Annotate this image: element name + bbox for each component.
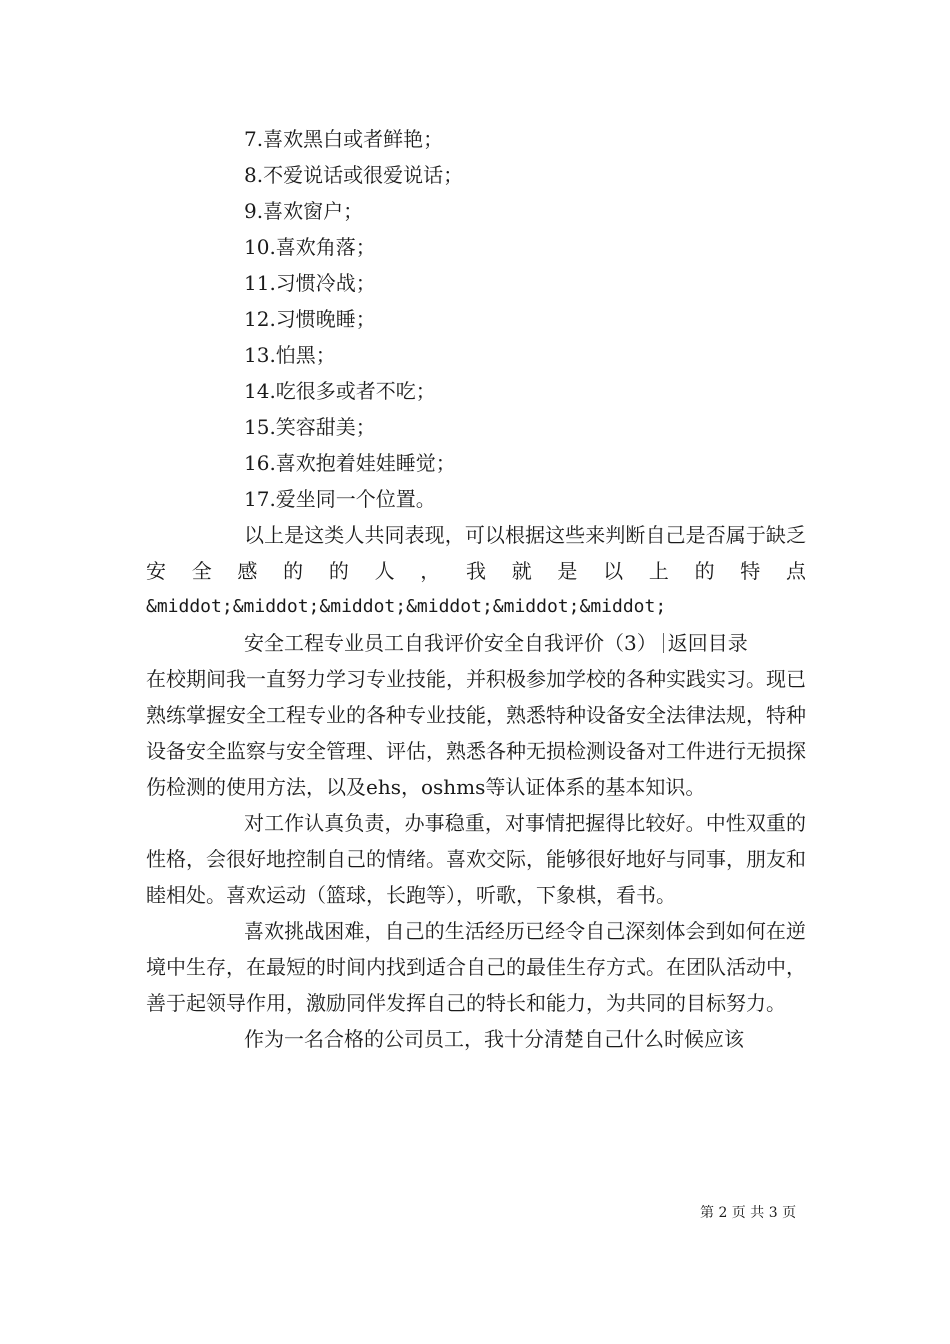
list-item: 15.笑容甜美； xyxy=(244,415,376,439)
back-to-toc-link[interactable]: 返回目录 xyxy=(667,631,748,655)
list-item: 17.爱坐同一个位置。 xyxy=(244,487,436,511)
section-paragraph-4: 作为一名合格的公司员工，我十分清楚自己什么时候应该 xyxy=(244,1027,744,1051)
section-paragraph-1: 在校期间我一直努力学习专业技能，并积极参加学校的各种实践实习。现已熟练掌握安全工程专业的各种专业技能，熟悉特种设备安全法律法规，特种设备安全监察与安全管理、评估，熟悉各种无损检测设备对工件进行无损探伤检测的使用方法，以及ehs，oshms等认证体系的基本知识。 xyxy=(146,667,806,799)
separator-bar xyxy=(663,633,664,653)
section-paragraph-2: 对工作认真负责，办事稳重，对事情把握得比较好。中性双重的性格，会很好地控制自己的情绪。喜欢交际，能够很好地好与同事，朋友和睦相处。喜欢运动（篮球，长跑等），听歌，下象棋，看书。 xyxy=(146,811,806,907)
list-item: 14.吃很多或者不吃； xyxy=(244,379,436,403)
list-item: 12.习惯晚睡； xyxy=(244,307,376,331)
list-item: 8.不爱说话或很爱说话； xyxy=(244,163,464,187)
summary-entity-line: &middot;&middot;&middot;&middot;&middot;&middot; xyxy=(146,596,667,617)
page-number-footer: 第 2 页 共 3 页 xyxy=(700,1205,797,1221)
list-item: 10.喜欢角落； xyxy=(244,235,376,259)
list-item: 16.喜欢抱着娃娃睡觉； xyxy=(244,451,456,475)
list-item: 9.喜欢窗户； xyxy=(244,199,364,223)
list-item: 13.怕黑； xyxy=(244,343,336,367)
list-item: 7.喜欢黑白或者鲜艳； xyxy=(244,127,444,151)
section-heading xyxy=(146,625,806,661)
section-paragraph-3: 喜欢挑战困难，自己的生活经历已经令自己深刻体会到如何在逆境中生存，在最短的时间内找到适合自己的最佳生存方式。在团队活动中，善于起领导作用，激励同伴发挥自己的特长和能力，为共同的目标努力。 xyxy=(146,919,806,1015)
list-item: 11.习惯冷战； xyxy=(244,271,376,295)
document-body xyxy=(146,121,806,1057)
summary-paragraph: 以上是这类人共同表现，可以根据这些来判断自己是否属于缺乏安全感的的人，我就是以上的特点 xyxy=(146,523,806,583)
section-title: 安全工程专业员工自我评价安全自我评价（3） xyxy=(244,631,657,655)
